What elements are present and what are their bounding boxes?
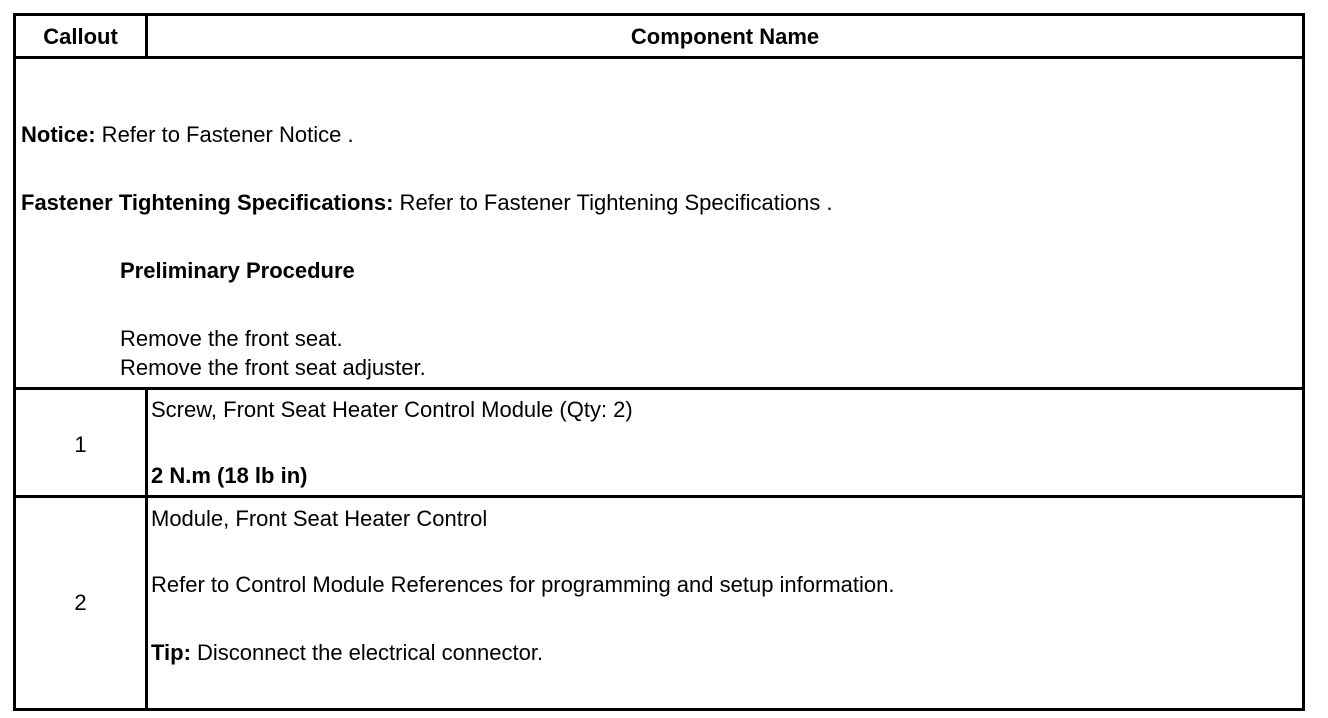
spec-line	[21, 190, 832, 216]
notice-line	[21, 122, 354, 148]
procedure-step: Remove the front seat adjuster.	[120, 355, 426, 380]
notice-text: Refer to Fastener Notice .	[95, 122, 354, 147]
preamble-divider	[16, 387, 1302, 390]
row2-callout: 2	[74, 590, 87, 615]
row2-component-name: Module, Front Seat Heater Control	[151, 506, 488, 531]
spec-text: Refer to Fastener Tightening Specifications .	[393, 190, 833, 215]
header-callout: Callout	[43, 24, 118, 49]
row2-tip	[151, 640, 543, 666]
header-component-name: Component Name	[630, 24, 820, 49]
tip-text: Disconnect the electrical connector.	[190, 640, 544, 665]
tip-label: Tip:	[151, 640, 191, 665]
rows-column-divider	[145, 390, 148, 708]
spec-label: Fastener Tightening Specifications:	[21, 190, 394, 215]
row1-divider	[16, 495, 1302, 498]
notice-label: Notice:	[21, 122, 96, 147]
procedure-step: Remove the front seat.	[120, 326, 343, 351]
row2-info: Refer to Control Module References for programming and setup information.	[151, 572, 895, 597]
row1-component-name: Screw, Front Seat Heater Control Module (Qty: 2)	[151, 397, 633, 422]
preliminary-heading: Preliminary Procedure	[120, 258, 355, 283]
row1-callout: 1	[74, 432, 87, 457]
header-divider	[16, 56, 1302, 59]
component-table	[13, 13, 1305, 711]
row1-torque: 2 N.m (18 lb in)	[151, 463, 308, 488]
